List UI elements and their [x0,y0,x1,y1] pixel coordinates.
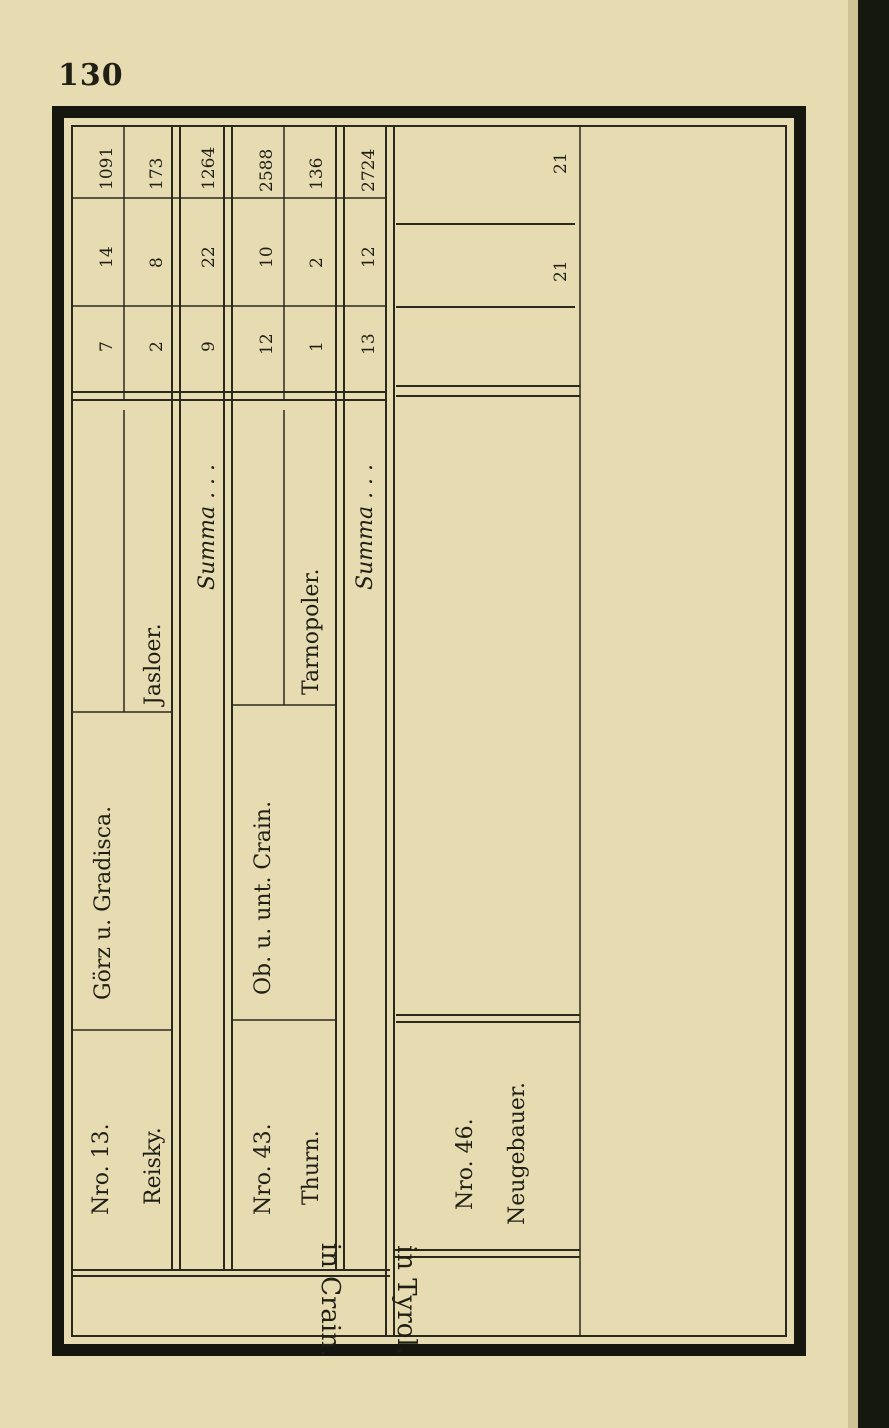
val-14: 14 [97,246,117,268]
summa-val-12: 12 [359,246,379,268]
val-10: 10 [257,246,277,268]
val-2588: 2588 [257,148,277,192]
summa-val-2724: 2724 [359,148,379,192]
summa-2 [353,149,379,590]
district-tarnopoler: Tarnopoler. [299,568,324,695]
subval-173: 173 [147,157,167,190]
district-jasloer: Jasloer. [141,623,166,705]
subval-2b: 2 [307,257,327,268]
summa-label: Summa . . . [195,463,220,590]
val-7: 7 [97,341,117,352]
val-21a: 21 [551,260,571,282]
region-goerz: Görz u. Gradisca. [91,805,116,1000]
entry-reisky [89,147,167,1215]
nro-13: Nro. 13. [89,1123,114,1215]
summa-val-9: 9 [199,341,219,352]
summa-label-2: Summa . . . [353,463,378,590]
nro-43: Nro. 43. [251,1123,276,1215]
subval-1: 1 [307,341,327,352]
subval-2: 2 [147,341,167,352]
province-tyrol: in Tyrol. [391,1244,421,1356]
outer-frame [58,112,800,1350]
subval-136: 136 [307,157,327,190]
region-crain: Ob. u. unt. Crain. [251,800,276,995]
name-thurn: Thurn. [299,1130,324,1205]
summa-val-22: 22 [199,246,219,268]
province-crain: in Crain. [315,1242,345,1358]
page-number: 130 [58,58,124,93]
summa-val-1264: 1264 [199,146,219,190]
val-1091: 1091 [97,146,117,190]
entry-thurn [251,149,327,1215]
summa-1 [195,147,220,590]
summa-val-13: 13 [359,333,379,355]
subval-8: 8 [147,257,167,268]
name-neugebauer: Neugebauer. [505,1081,530,1225]
nro-46: Nro. 46. [453,1118,478,1210]
val-12: 12 [257,333,277,355]
name-reisky: Reisky. [141,1127,166,1205]
val-21b: 21 [551,152,571,174]
entry-neugebauer [453,152,571,1225]
